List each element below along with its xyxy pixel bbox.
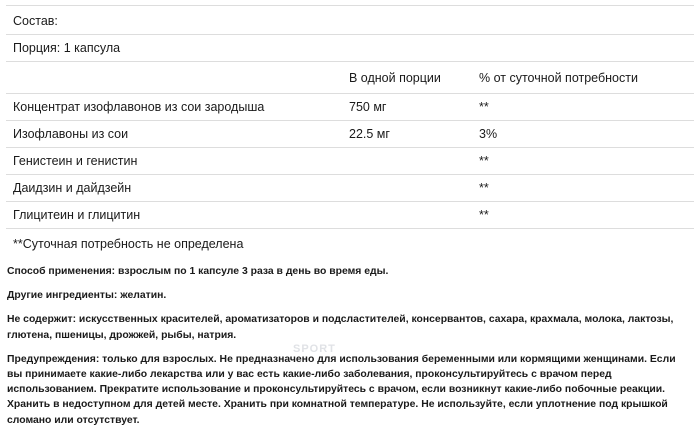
ingredient-daily-value: **: [479, 154, 489, 168]
header-daily-value: % от суточной потребности: [479, 71, 638, 85]
table-row: [6, 94, 694, 121]
table-row: [6, 148, 694, 175]
ingredient-name: Глицитеин и глицитин: [13, 208, 141, 222]
ingredient-name: Генистеин и генистин: [13, 154, 138, 168]
footnote: **Суточная потребность не определена: [13, 237, 244, 251]
table-row: [6, 202, 694, 229]
table-header-row: [6, 62, 694, 94]
warnings-text: Предупреждения: только для взрослых. Не предназначено для использования беременными или кормящими женщинами. Если вы принимаете какие-либо лекарства или у вас есть какие-либо заболевания, проконсультируйтесь с врачом перед использованием. Прекратите использование и проконсультируйтесь с врачом, если возникнут какие-либо побочные реакции. Хранить в недоступном для детей месте. Хранить при комнатной температуре. Не используйте, если уплотнение под крышкой сломано или отсутствует.: [7, 353, 676, 426]
free-of-text: Не содержит: искусственных красителей, ароматизаторов и подсластителей, консервантов, сахара, крахмала, молока, лактозы, глютена, пшеницы, дрожжей, рыбы, натрия.: [7, 314, 674, 341]
ingredient-daily-value: **: [479, 208, 489, 222]
watermark-logo: SPORT: [293, 343, 336, 355]
ingredient-daily-value: **: [479, 100, 489, 114]
header-amount: В одной порции: [349, 71, 441, 85]
ingredient-name: Даидзин и дайдзейн: [13, 181, 132, 195]
table-row: [6, 175, 694, 202]
composition-label: Состав:: [13, 14, 58, 28]
other-ingredients-text: Другие ингредиенты: желатин.: [7, 290, 167, 302]
ingredient-amount: 22.5 мг: [349, 127, 390, 141]
ingredient-name: Концентрат изофлавонов из сои зародыша: [13, 100, 265, 114]
supplement-facts-table: [6, 5, 694, 257]
composition-row: [6, 5, 694, 35]
usage-text: Способ применения: взрослым по 1 капсуле 3 раза в день во время еды.: [7, 266, 389, 277]
ingredient-daily-value: 3%: [479, 127, 498, 141]
table-row: [6, 121, 694, 148]
serving-label: Порция: 1 капсула: [13, 41, 121, 55]
ingredient-daily-value: **: [479, 181, 489, 195]
serving-row: [6, 35, 694, 62]
ingredient-name: Изофлавоны из сои: [13, 127, 129, 141]
product-notes: [7, 264, 692, 437]
ingredient-amount: 750 мг: [349, 100, 387, 114]
footnote-row: [6, 229, 694, 257]
